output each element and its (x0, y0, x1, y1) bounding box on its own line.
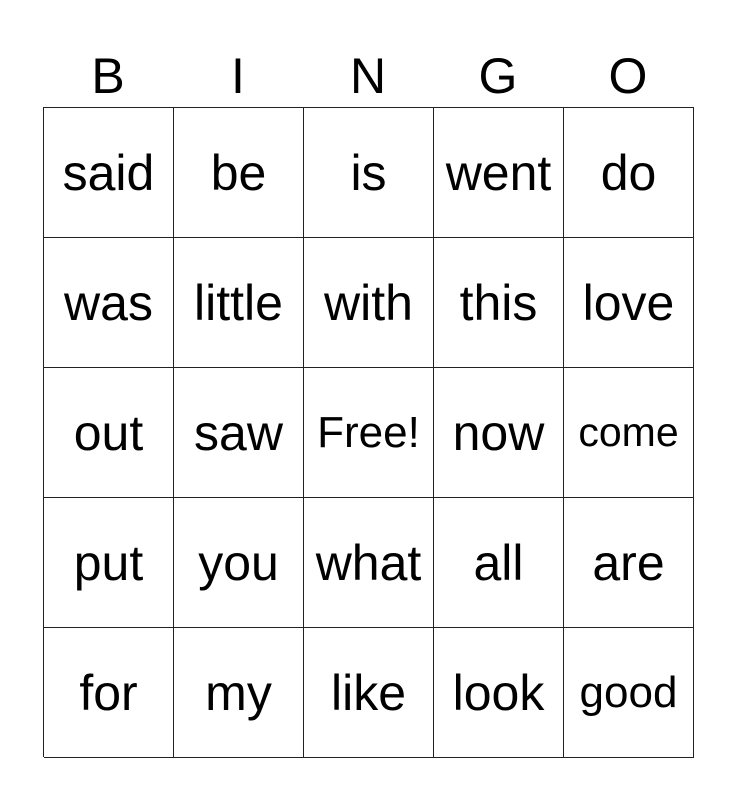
bingo-cell[interactable]: saw (174, 368, 304, 498)
header-letter-i: I (231, 48, 245, 104)
bingo-cell[interactable]: my (174, 628, 304, 758)
bingo-cell[interactable]: was (44, 238, 174, 368)
bingo-cell[interactable]: what (304, 498, 434, 628)
bingo-cell[interactable]: look (434, 628, 564, 758)
bingo-cell[interactable]: put (44, 498, 174, 628)
bingo-cell[interactable]: do (564, 108, 694, 238)
bingo-header (43, 46, 693, 106)
header-letter-o: O (608, 48, 648, 104)
bingo-cell[interactable]: with (304, 238, 434, 368)
bingo-cell[interactable]: are (564, 498, 694, 628)
bingo-cell[interactable]: out (44, 368, 174, 498)
bingo-cell[interactable]: be (174, 108, 304, 238)
header-letter-g: G (478, 48, 518, 104)
bingo-cell[interactable]: this (434, 238, 564, 368)
bingo-cell[interactable]: now (434, 368, 564, 498)
header-letter-b: B (91, 48, 125, 104)
bingo-cell[interactable]: like (304, 628, 434, 758)
bingo-cell[interactable]: said (44, 108, 174, 238)
bingo-cell[interactable]: is (304, 108, 434, 238)
bingo-cell[interactable]: little (174, 238, 304, 368)
bingo-cell[interactable]: good (564, 628, 694, 758)
bingo-cell[interactable]: all (434, 498, 564, 628)
bingo-cell[interactable]: love (564, 238, 694, 368)
bingo-cell[interactable]: you (174, 498, 304, 628)
bingo-cell[interactable]: for (44, 628, 174, 758)
free-space-cell[interactable]: Free! (304, 368, 434, 498)
bingo-cell[interactable]: come (564, 368, 694, 498)
header-letter-n: N (349, 48, 387, 104)
bingo-cell[interactable]: went (434, 108, 564, 238)
bingo-board (43, 107, 694, 757)
